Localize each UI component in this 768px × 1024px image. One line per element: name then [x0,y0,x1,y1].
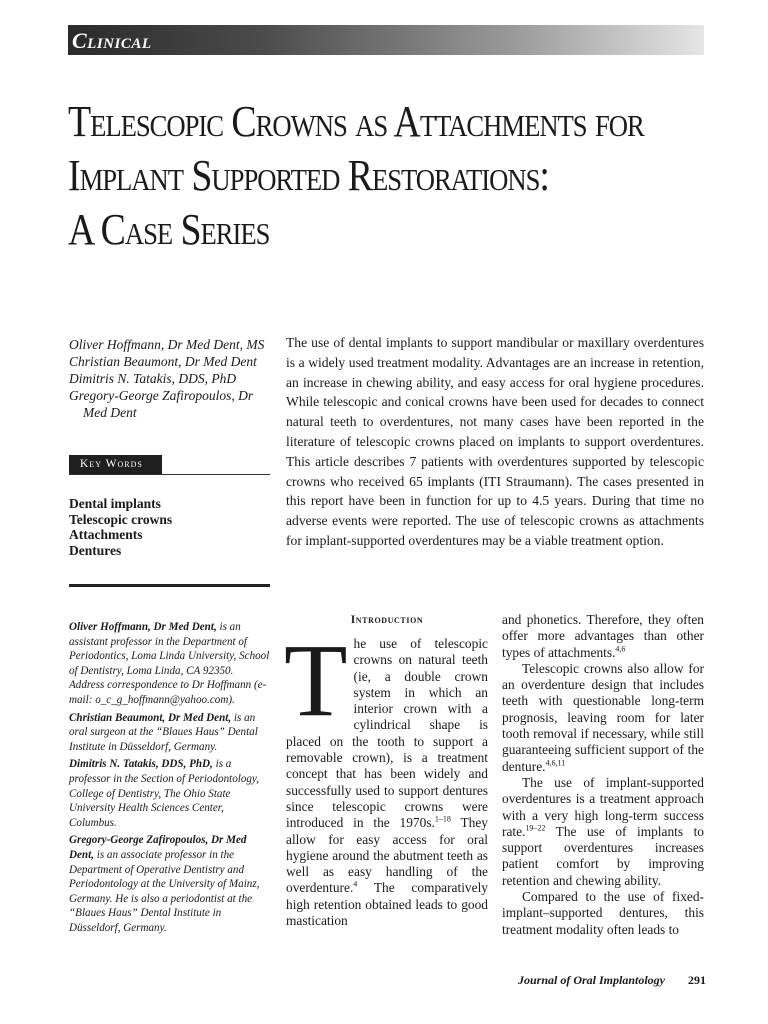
affiliation-text: is a professor in the Section of Periodontology, College of Dentistry, The Ohio State University Health Sciences Center, Columbus. [69,758,260,829]
article-title [68,95,644,257]
footer-journal-name: Journal of Oral Implantology [517,973,665,987]
affiliation-name: Christian Beaumont, Dr Med Dent, [69,711,232,724]
affiliation-name: Oliver Hoffmann, Dr Med Dent, [69,621,217,633]
affiliations [69,620,271,938]
body-text: They allow for easy access for oral hygiene around the abutment teeth as well as easy handling of the overdenture. [286,815,488,896]
citation: 4,6,11 [545,758,566,768]
drop-cap: T [284,623,348,738]
key-word: Telescopic crowns [69,511,173,527]
key-words-list [69,496,269,558]
body-text: and phonetics. Therefore, they often offer more advantages than other types of attachments. [502,612,704,660]
citation: 4,6 [615,644,626,654]
section-label: Clinical [72,28,152,53]
divider [69,474,270,475]
divider [69,584,270,587]
affiliation-name: Dimitris N. Tatakis, DDS, PhD, [69,758,213,771]
author: Dimitris N. Tatakis, DDS, PhD [69,371,237,386]
body-text: The comparatively high retention obtained leads to good mastication [286,880,488,929]
key-word: Dentures [69,542,122,558]
body-column-3 [502,612,704,938]
title-line-1: Telescopic Crowns as Attachments for [68,97,644,146]
citation: 4 [353,879,358,889]
affiliation-entry [69,757,271,830]
affiliation-entry [69,833,271,935]
title-line-3: A Case Series [68,205,270,254]
page-number: 291 [688,973,706,987]
key-word: Dental implants [69,496,161,511]
author: Gregory-George Zafiropoulos, Dr Med Dent [69,388,254,420]
key-words-label: Key Words [69,455,162,475]
body-text: The use of implants to support overdentures increases patient comfort by improving retention and chewing ability. [502,823,704,888]
citation: 19–22 [525,823,546,833]
author: Christian Beaumont, Dr Med Dent [69,354,257,369]
abstract: The use of dental implants to support mandibular or maxillary overdentures is a widely used treatment modality. Advantages are an increase in retention, an increase in chewing ability, and easy access for oral hygiene procedures. While telescopic and conical crowns have been used for decades to connect natural teeth to overdentures, not many cases have been reported in the literature of telescopic crowns placed on implants to support overdentures. This article describes 7 patients with overdentures supported by telescopic crowns who received 65 implants (ITI Straumann). The cases presented in this report have been in function for up to 4.5 years. During that time no adverse events were reported. The use of telescopic crowns as attachments for implant-supported overdentures may be a viable treatment option. [286,335,704,548]
body-text: Telescopic crowns also allow for an overdenture design that includes teeth with questionable long-term prognosis, leaving room for later tooth removal if necessary, while still guaranteeing sufficient support of the denture. [502,660,704,774]
key-word: Attachments [69,527,143,542]
title-line-2: Implant Supported Restorations: [68,151,549,200]
body-text: The use of implant-supported overdentures is a treatment approach with a very high long-term success rate. [502,774,704,839]
affiliation-text: is an associate professor in the Department of Operative Dentistry and Periodontology at the University of Mainz, Germany. He is also a periodontist at the “Blaues Haus” Dental Institute in Düsseldorf, Germany. [69,848,260,934]
affiliation-entry [69,711,271,755]
affiliation-text: is an assistant professor in the Department of Periodontics, Loma Linda University, School of Dentistry, Loma Linda, CA 92350. Address correspondence to Dr Hoffmann (e-mail: o_c_g_hoffmann@yahoo.com). [69,621,270,706]
section-header-bar [68,25,704,55]
body-text: Compared to the use of fixed-implant–supported dentures, this treatment modality often leads to [502,889,704,937]
body-column-2 [284,623,488,929]
author: Oliver Hoffmann, Dr Med Dent, MS [69,337,265,352]
affiliation-entry [69,620,271,708]
affiliation-name: Gregory-George Zafiropoulos, Dr Med Dent, [69,834,247,861]
author-list [69,336,279,421]
introduction-heading: Introduction [350,614,424,626]
affiliation-text: is an oral surgeon at the “Blaues Haus” Dental Institute in Düsseldorf, Germany. [69,711,258,753]
citation: 1–18 [434,814,451,824]
body-text: he use of telescopic crowns on natural teeth (ie, a double crown system in which an interior crown with a cylindrical shape is placed on the tooth to support a removable crown), is a treatment concept that has been widely and successfully used to support dentures since telescopic crowns were introduced in the 1970s. [286,636,488,831]
